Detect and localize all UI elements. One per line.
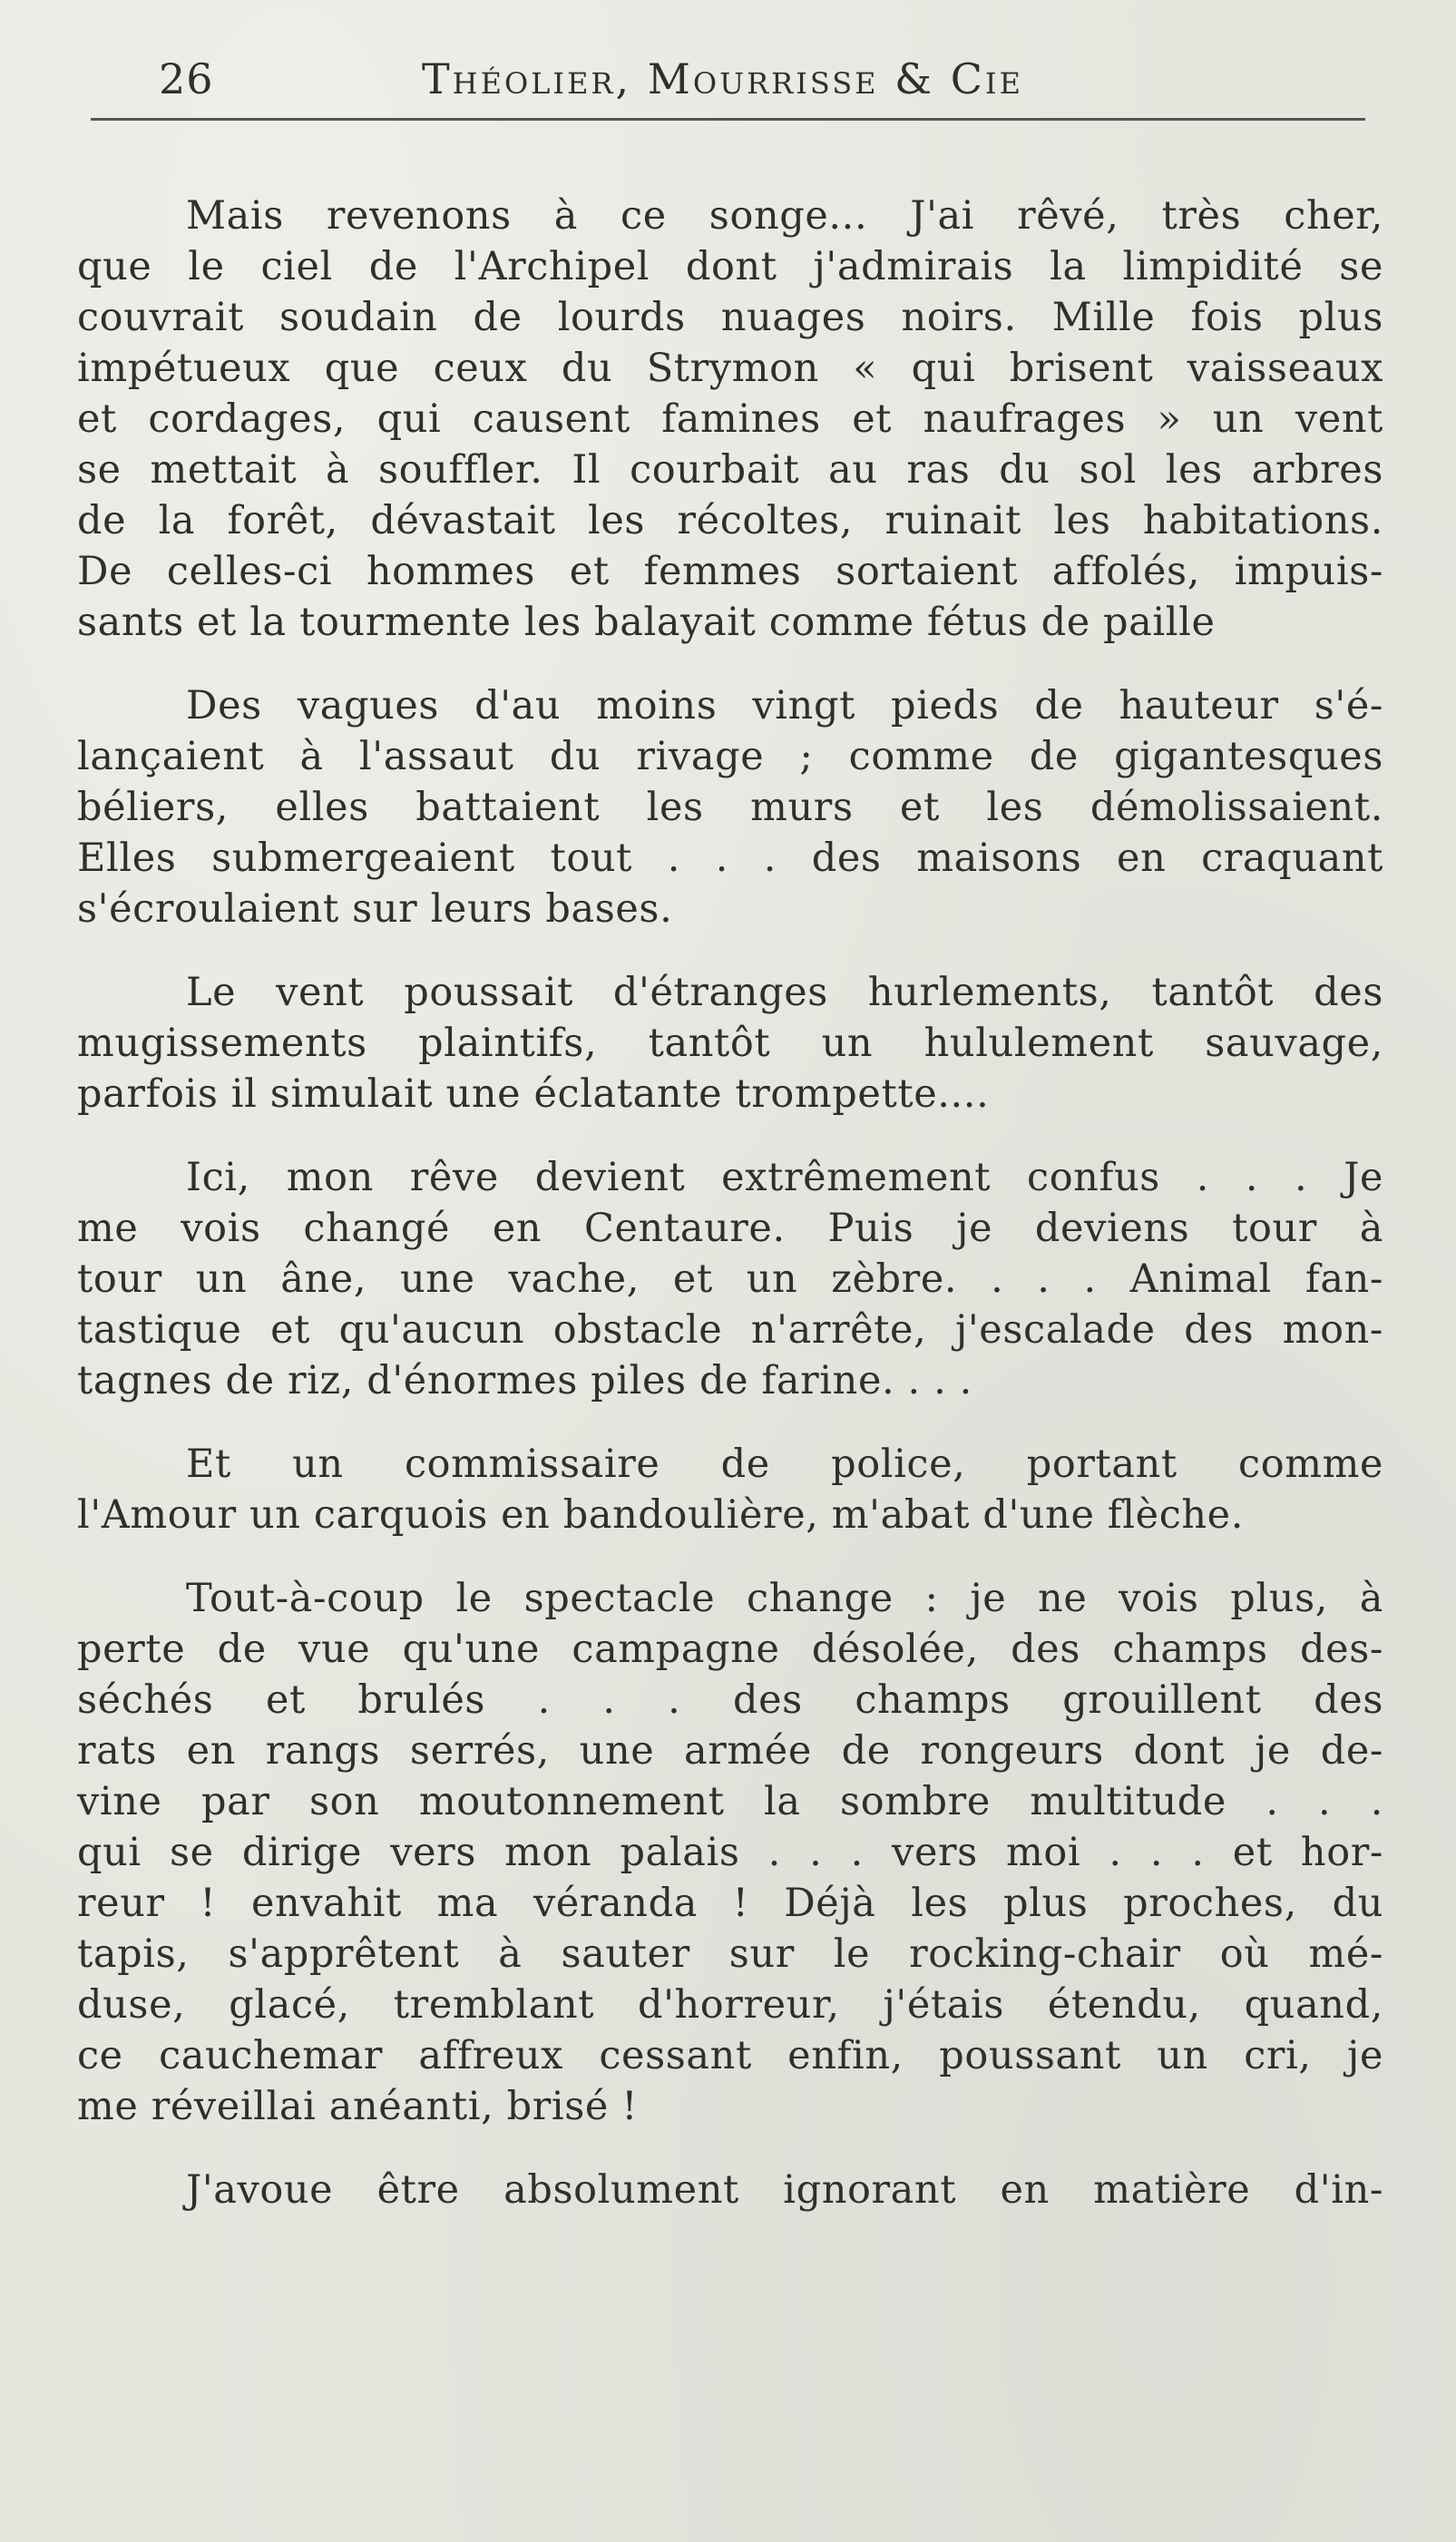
text-line: qui se dirige vers mon palais . . . vers moi . . . et hor- bbox=[77, 1830, 1383, 1875]
paragraph bbox=[77, 967, 1383, 1119]
paragraph bbox=[77, 1573, 1383, 2132]
text-line: Le vent poussait d'étranges hurlements, tantôt des bbox=[186, 970, 1383, 1015]
text-line: l'Amour un carquois en bandoulière, m'abat d'une flèche. bbox=[77, 1492, 1244, 1538]
header-rule bbox=[91, 118, 1365, 121]
text-line: s'écroulaient sur leurs bases. bbox=[77, 886, 673, 932]
text-line: que le ciel de l'Archipel dont j'admirais la limpidité se bbox=[77, 244, 1383, 289]
text-line: impétueux que ceux du Strymon « qui brisent vaisseaux bbox=[77, 346, 1383, 391]
text-line: couvrait soudain de lourds nuages noirs. Mille fois plus bbox=[77, 295, 1383, 340]
body-text bbox=[77, 191, 1383, 2248]
paragraph bbox=[77, 1152, 1383, 1406]
running-head: Théolier, Mourrisse & Cie bbox=[422, 54, 1023, 103]
text-line: lançaient à l'assaut du rivage ; comme de gigantesques bbox=[77, 734, 1383, 779]
text-line: mugissements plaintifs, tantôt un hululement sauvage, bbox=[77, 1021, 1383, 1066]
text-line: tagnes de riz, d'énormes piles de farine. . . . bbox=[77, 1358, 972, 1403]
text-line: reur ! envahit ma véranda ! Déjà les plus proches, du bbox=[77, 1881, 1383, 1926]
text-line: Elles submergeaient tout . . . des maisons en craquant bbox=[77, 836, 1383, 881]
text-line: rats en rangs serrés, une armée de rongeurs dont je de- bbox=[77, 1728, 1383, 1774]
text-line: tapis, s'apprêtent à sauter sur le rocking-chair où mé- bbox=[77, 1931, 1383, 1977]
text-line: Et un commissaire de police, portant comme bbox=[186, 1442, 1383, 1487]
paragraph bbox=[77, 1439, 1383, 1540]
text-line: de la forêt, dévastait les récoltes, ruinait les habitations. bbox=[77, 498, 1383, 543]
text-line: De celles-ci hommes et femmes sortaient affolés, impuis- bbox=[77, 549, 1383, 594]
text-line: sants et la tourmente les balayait comme fétus de paille bbox=[77, 600, 1216, 645]
text-line: Tout-à-coup le spectacle change : je ne vois plus, à bbox=[186, 1576, 1383, 1621]
text-line: duse, glacé, tremblant d'horreur, j'étais étendu, quand, bbox=[77, 1982, 1383, 2028]
paragraph bbox=[77, 191, 1383, 648]
text-line: Des vagues d'au moins vingt pieds de hauteur s'é- bbox=[186, 683, 1383, 728]
text-line: parfois il simulait une éclatante trompette.... bbox=[77, 1071, 990, 1117]
text-line: vine par son moutonnement la sombre multitude . . . bbox=[77, 1779, 1383, 1824]
text-line: perte de vue qu'une campagne désolée, des champs des- bbox=[77, 1627, 1383, 1672]
text-line: me vois changé en Centaure. Puis je deviens tour à bbox=[77, 1206, 1383, 1251]
page-header bbox=[159, 54, 1365, 118]
text-line: tour un âne, une vache, et un zèbre. . . . Animal fan- bbox=[77, 1256, 1383, 1302]
text-line: me réveillai anéanti, brisé ! bbox=[77, 2084, 639, 2129]
text-line: séchés et brulés . . . des champs grouillent des bbox=[77, 1677, 1383, 1723]
text-line: béliers, elles battaient les murs et les démolissaient. bbox=[77, 785, 1383, 830]
text-line: se mettait à souffler. Il courbait au ras du sol les arbres bbox=[77, 447, 1383, 493]
paragraph bbox=[77, 680, 1383, 934]
text-line: Ici, mon rêve devient extrêmement confus . . . Je bbox=[186, 1155, 1383, 1200]
text-line: tastique et qu'aucun obstacle n'arrête, j'escalade des mon- bbox=[77, 1307, 1383, 1353]
text-line: ce cauchemar affreux cessant enfin, poussant un cri, je bbox=[77, 2033, 1383, 2078]
paragraph bbox=[77, 2165, 1383, 2215]
page-number: 26 bbox=[159, 54, 214, 103]
text-line: Mais revenons à ce songe... J'ai rêvé, très cher, bbox=[186, 193, 1383, 239]
text-line: et cordages, qui causent famines et naufrages » un vent bbox=[77, 396, 1383, 442]
text-line: J'avoue être absolument ignorant en matière d'in- bbox=[186, 2167, 1383, 2213]
